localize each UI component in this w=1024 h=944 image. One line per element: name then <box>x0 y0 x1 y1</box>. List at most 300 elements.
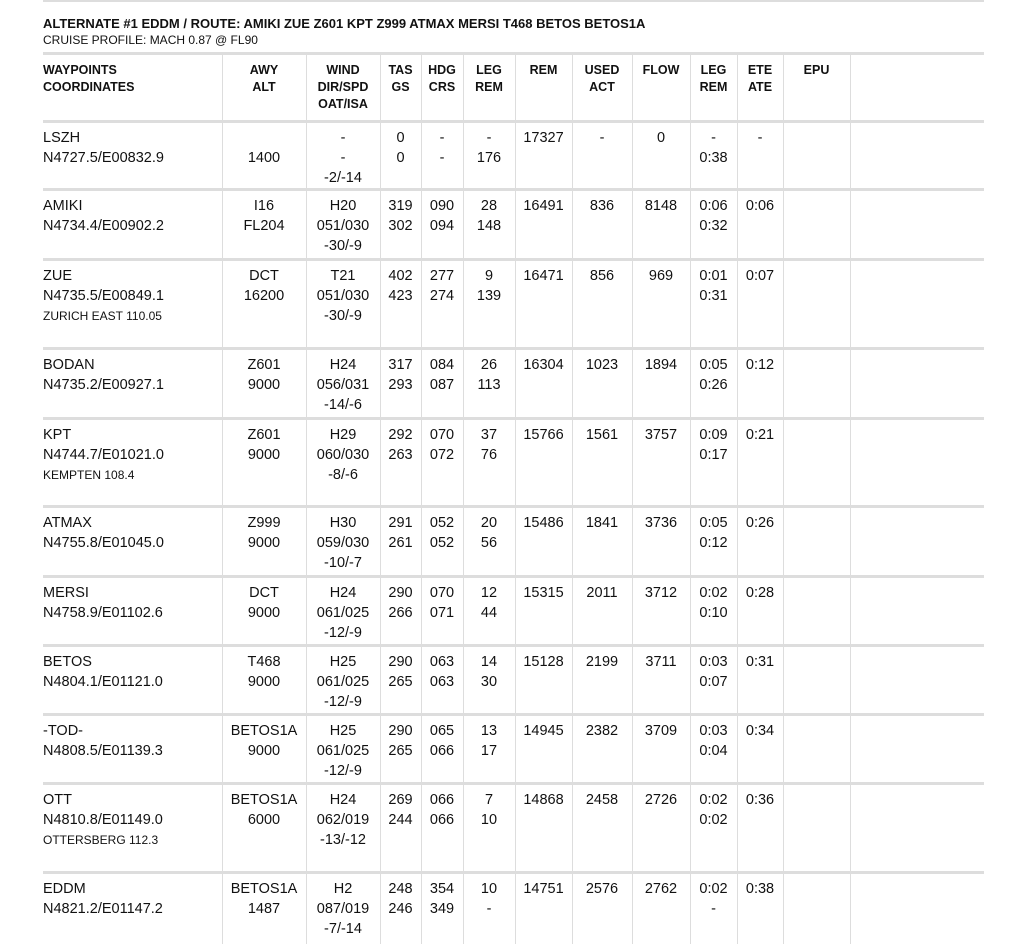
flow-value: 3757 <box>644 427 678 443</box>
leg-value: 76 <box>480 447 498 463</box>
rem-value: 17327 <box>523 130 564 146</box>
cell-tas <box>380 419 421 507</box>
awy-value: BETOS1A <box>230 723 298 739</box>
time-value: 0:01 <box>699 268 728 284</box>
cell-empty <box>783 784 850 873</box>
wind-value: -8/-6 <box>328 467 358 483</box>
hdg-value: 063 <box>429 654 455 670</box>
cell-wp <box>43 349 222 419</box>
cell-wind <box>306 577 380 646</box>
tas-value: 291 <box>388 515 413 531</box>
tas-value: 265 <box>388 674 413 690</box>
cell-ete <box>737 715 783 784</box>
rem-value: 16304 <box>523 357 564 373</box>
leg-value: 139 <box>476 288 502 304</box>
awy-value: 9000 <box>247 674 281 690</box>
time-value: 0:26 <box>699 377 728 393</box>
cell-ete <box>737 349 783 419</box>
tas-value: 269 <box>388 792 413 808</box>
cell-awy <box>222 646 306 715</box>
header-label: ETE <box>747 63 773 77</box>
cell-used <box>572 784 632 873</box>
cell-ete <box>737 784 783 873</box>
wp-value: ATMAX <box>43 515 92 531</box>
cell-hdg <box>421 646 463 715</box>
cell-flow <box>632 122 690 190</box>
cell-flow <box>632 190 690 260</box>
cell-time <box>690 349 737 419</box>
wind-value: T21 <box>330 268 356 284</box>
leg-value: 13 <box>480 723 498 739</box>
cell-empty <box>783 873 850 944</box>
wind-value: H25 <box>329 723 357 739</box>
wp-value: BODAN <box>43 357 95 373</box>
table-row <box>43 507 984 577</box>
tas-value: 319 <box>388 198 413 214</box>
cell-time <box>690 784 737 873</box>
time-value: 0:31 <box>699 288 728 304</box>
cell-used <box>572 873 632 944</box>
header-label: LEG <box>700 63 727 77</box>
cell-hdg <box>421 715 463 784</box>
cell-rem <box>515 577 572 646</box>
cell-hdg <box>421 507 463 577</box>
wind-value: 061/025 <box>316 674 370 690</box>
ete-value: 0:28 <box>745 585 775 601</box>
cell-wp <box>43 122 222 190</box>
column-header <box>306 54 380 122</box>
cell-ete <box>737 577 783 646</box>
tas-value: 290 <box>388 723 413 739</box>
flow-value: 0 <box>656 130 666 146</box>
flow-value: 969 <box>648 268 674 284</box>
cell-used <box>572 190 632 260</box>
hdg-value: 072 <box>429 447 455 463</box>
cell-leg <box>463 646 515 715</box>
hdg-value: 277 <box>429 268 455 284</box>
awy-value: 6000 <box>247 812 281 828</box>
header-label: REM <box>475 80 503 94</box>
cell-flow <box>632 646 690 715</box>
cell-empty <box>783 260 850 349</box>
rem-value: 16491 <box>523 198 564 214</box>
cell-hdg <box>421 190 463 260</box>
cell-flow <box>632 577 690 646</box>
wp-value: N4735.2/E00927.1 <box>43 377 164 393</box>
wp-value: BETOS <box>43 654 92 670</box>
ete-value: - <box>757 130 763 146</box>
header-label: FLOW <box>642 63 680 77</box>
cell-empty <box>850 260 984 349</box>
cell-leg <box>463 122 515 190</box>
wind-value: H20 <box>329 198 357 214</box>
wind-value: H24 <box>329 585 357 601</box>
awy-value: Z601 <box>247 357 281 373</box>
column-header <box>632 54 690 122</box>
wp-value: N4810.8/E01149.0 <box>43 812 163 828</box>
cell-used <box>572 419 632 507</box>
ete-value: 0:36 <box>745 792 775 808</box>
cell-wind <box>306 190 380 260</box>
column-header <box>783 54 850 122</box>
hdg-value: 094 <box>429 218 455 234</box>
cell-rem <box>515 507 572 577</box>
flow-value: 8148 <box>644 198 678 214</box>
ete-value: 0:38 <box>745 881 775 897</box>
wp-value: MERSI <box>43 585 89 601</box>
wind-value: -13/-12 <box>320 832 366 848</box>
time-value: 0:02 <box>699 792 728 808</box>
header-label: WAYPOINTS <box>43 63 117 77</box>
cell-flow <box>632 784 690 873</box>
cell-empty <box>850 784 984 873</box>
cell-empty <box>783 190 850 260</box>
awy-value: 1400 <box>247 150 281 166</box>
leg-value: 30 <box>480 674 498 690</box>
leg-value: 113 <box>477 377 501 393</box>
cell-time <box>690 577 737 646</box>
cell-rem <box>515 349 572 419</box>
wp-value: KEMPTEN 108.4 <box>43 468 135 482</box>
cell-empty <box>783 349 850 419</box>
cell-wind <box>306 419 380 507</box>
leg-value: 20 <box>480 515 498 531</box>
cell-wp <box>43 784 222 873</box>
cell-used <box>572 349 632 419</box>
cell-wp <box>43 873 222 944</box>
tas-value: 248 <box>388 881 413 897</box>
cell-empty <box>783 715 850 784</box>
cell-used <box>572 646 632 715</box>
cell-time <box>690 190 737 260</box>
wind-value: H2 <box>333 881 353 897</box>
rem-value: 14751 <box>523 881 564 897</box>
cell-wind <box>306 715 380 784</box>
cell-empty <box>850 122 984 190</box>
awy-value: FL204 <box>243 218 285 234</box>
cell-awy <box>222 507 306 577</box>
cell-used <box>572 577 632 646</box>
cell-tas <box>380 122 421 190</box>
tas-value: 0 <box>396 150 405 166</box>
awy-value: 9000 <box>247 743 281 759</box>
hdg-value: 070 <box>429 427 455 443</box>
wp-value: LSZH <box>43 130 81 146</box>
ete-value: 0:06 <box>745 198 775 214</box>
time-value: 0:17 <box>699 447 728 463</box>
hdg-value: 066 <box>429 812 455 828</box>
awy-value: 1487 <box>247 901 281 917</box>
column-header <box>690 54 737 122</box>
wind-value: 087/019 <box>316 901 370 917</box>
awy-value: 9000 <box>247 605 281 621</box>
cell-ete <box>737 419 783 507</box>
cell-awy <box>222 260 306 349</box>
header-label: HDG <box>428 63 456 77</box>
hdg-value: 063 <box>429 674 455 690</box>
time-value: - <box>711 901 716 917</box>
table-row <box>43 646 984 715</box>
cell-hdg <box>421 349 463 419</box>
cell-awy <box>222 190 306 260</box>
awy-value: 9000 <box>247 447 281 463</box>
cell-rem <box>515 873 572 944</box>
time-value: 0:02 <box>699 812 728 828</box>
awy-value: 16200 <box>243 288 285 304</box>
rem-value: 14868 <box>523 792 564 808</box>
flow-value: 3711 <box>645 654 677 670</box>
time-value: 0:10 <box>699 605 728 621</box>
cell-rem <box>515 715 572 784</box>
cell-tas <box>380 507 421 577</box>
time-value: 0:03 <box>699 723 728 739</box>
ete-value: 0:07 <box>745 268 775 284</box>
leg-value: 7 <box>484 792 494 808</box>
rem-value: 15315 <box>523 585 564 601</box>
wp-value: OTTERSBERG 112.3 <box>43 833 159 847</box>
flow-value: 1894 <box>644 357 678 373</box>
cell-tas <box>380 349 421 419</box>
leg-value: 37 <box>480 427 498 443</box>
cell-rem <box>515 190 572 260</box>
table-row <box>43 873 984 944</box>
wind-value: -10/-7 <box>324 555 362 571</box>
cell-wind <box>306 784 380 873</box>
hdg-value: 090 <box>429 198 455 214</box>
time-value: 0:07 <box>699 674 728 690</box>
wind-value: 051/030 <box>316 288 370 304</box>
cell-tas <box>380 577 421 646</box>
wp-value: ZURICH EAST 110.05 <box>43 309 162 323</box>
cell-empty <box>850 419 984 507</box>
ete-value: 0:34 <box>745 723 775 739</box>
tas-value: 290 <box>388 585 413 601</box>
column-header <box>572 54 632 122</box>
cell-wind <box>306 507 380 577</box>
leg-value: - <box>486 130 492 146</box>
cell-time <box>690 873 737 944</box>
cell-leg <box>463 715 515 784</box>
wp-value: N4734.4/E00902.2 <box>43 218 164 234</box>
cruise-profile: CRUISE PROFILE: MACH 0.87 @ FL90 <box>43 33 258 47</box>
header-label: DIR/SPD <box>317 80 369 94</box>
time-value: 0:32 <box>699 218 728 234</box>
cell-ete <box>737 260 783 349</box>
cell-time <box>690 507 737 577</box>
tas-value: 423 <box>388 288 413 304</box>
cell-awy <box>222 577 306 646</box>
wind-value: -30/-9 <box>324 308 362 324</box>
flow-value: 3736 <box>644 515 678 531</box>
header-row <box>43 54 984 122</box>
time-value: - <box>711 130 716 146</box>
used-value: 2382 <box>585 723 619 739</box>
used-value: - <box>599 130 605 146</box>
cell-wind <box>306 349 380 419</box>
cell-leg <box>463 190 515 260</box>
cell-empty <box>850 715 984 784</box>
cell-hdg <box>421 260 463 349</box>
time-value: 0:04 <box>699 743 728 759</box>
cell-leg <box>463 260 515 349</box>
column-header <box>850 54 984 122</box>
hdg-value: 066 <box>429 792 455 808</box>
tas-value: 317 <box>388 357 413 373</box>
wp-value: AMIKI <box>43 198 83 214</box>
navlog-table <box>43 52 984 944</box>
used-value: 2011 <box>586 585 618 601</box>
header-label: EPU <box>803 63 830 77</box>
cell-flow <box>632 260 690 349</box>
leg-value: 9 <box>484 268 494 284</box>
awy-value: 9000 <box>247 377 281 393</box>
used-value: 1023 <box>585 357 619 373</box>
cell-ete <box>737 873 783 944</box>
cell-hdg <box>421 122 463 190</box>
wp-value: N4735.5/E00849.1 <box>43 288 164 304</box>
used-value: 2458 <box>585 792 619 808</box>
wind-value: -12/-9 <box>324 763 362 779</box>
awy-value: BETOS1A <box>230 792 298 808</box>
cell-used <box>572 122 632 190</box>
leg-value: 17 <box>480 743 498 759</box>
cell-leg <box>463 419 515 507</box>
awy-value: T468 <box>247 654 281 670</box>
awy-value: DCT <box>249 268 279 284</box>
flow-value: 3712 <box>644 585 678 601</box>
time-value: 0:09 <box>699 427 728 443</box>
cell-empty <box>783 577 850 646</box>
cell-rem <box>515 419 572 507</box>
cell-rem <box>515 646 572 715</box>
cell-used <box>572 260 632 349</box>
used-value: 1561 <box>585 427 619 443</box>
table-row <box>43 122 984 190</box>
cell-wp <box>43 507 222 577</box>
cell-wp <box>43 260 222 349</box>
used-value: 856 <box>589 268 615 284</box>
tas-value: 263 <box>388 447 413 463</box>
used-value: 1841 <box>585 515 619 531</box>
cell-empty <box>850 190 984 260</box>
cell-awy <box>222 349 306 419</box>
ete-value: 0:31 <box>745 654 775 670</box>
cell-leg <box>463 577 515 646</box>
cell-ete <box>737 646 783 715</box>
wind-value: H24 <box>329 792 357 808</box>
cell-wind <box>306 122 380 190</box>
hdg-value: 052 <box>429 535 455 551</box>
cell-empty <box>783 419 850 507</box>
report-header <box>43 0 984 47</box>
cell-awy <box>222 419 306 507</box>
header-label: USED <box>584 63 620 77</box>
wind-value: -30/-9 <box>324 238 362 254</box>
flow-value: 3709 <box>644 723 678 739</box>
wp-value: N4755.8/E01045.0 <box>43 535 164 551</box>
cell-empty <box>850 507 984 577</box>
cell-hdg <box>421 577 463 646</box>
header-label: REM <box>529 63 558 77</box>
wind-value: 051/030 <box>316 218 370 234</box>
awy-value: Z601 <box>247 427 281 443</box>
tas-value: 261 <box>388 535 413 551</box>
header-label: ACT <box>589 80 615 94</box>
wp-value: N4804.1/E01121.0 <box>43 674 163 690</box>
cell-flow <box>632 715 690 784</box>
cell-awy <box>222 873 306 944</box>
cell-leg <box>463 507 515 577</box>
table-row <box>43 715 984 784</box>
header-label: AWY <box>249 63 279 77</box>
cell-wind <box>306 646 380 715</box>
cell-hdg <box>421 873 463 944</box>
time-value: 0:02 <box>699 585 728 601</box>
cell-leg <box>463 784 515 873</box>
table-row <box>43 577 984 646</box>
header-label: REM <box>699 80 728 94</box>
tas-value: 290 <box>388 654 413 670</box>
hdg-value: - <box>439 150 445 166</box>
time-value: 0:12 <box>699 535 728 551</box>
flow-value: 2762 <box>644 881 678 897</box>
wind-value: 061/025 <box>316 743 370 759</box>
cell-leg <box>463 349 515 419</box>
cell-tas <box>380 190 421 260</box>
flow-value: 2726 <box>644 792 678 808</box>
tas-value: 265 <box>388 743 413 759</box>
cell-empty <box>850 873 984 944</box>
tas-value: 402 <box>388 268 413 284</box>
tas-value: 244 <box>388 812 413 828</box>
cell-flow <box>632 349 690 419</box>
tas-value: 293 <box>388 377 413 393</box>
header-label: COORDINATES <box>43 80 135 94</box>
tas-value: 0 <box>396 130 405 146</box>
cell-empty <box>850 577 984 646</box>
wind-value: - <box>340 150 346 166</box>
tas-value: 302 <box>388 218 413 234</box>
cell-empty <box>783 507 850 577</box>
header-label: ALT <box>252 80 276 94</box>
header-label: LEG <box>476 63 502 77</box>
cell-tas <box>380 646 421 715</box>
cell-used <box>572 507 632 577</box>
header-label: WIND <box>326 63 360 77</box>
wind-value: 056/031 <box>316 377 370 393</box>
hdg-value: - <box>439 130 445 146</box>
leg-value: 10 <box>480 881 498 897</box>
cell-ete <box>737 190 783 260</box>
cell-empty <box>783 122 850 190</box>
used-value: 2576 <box>585 881 619 897</box>
time-value: 0:02 <box>699 881 728 897</box>
tas-value: 292 <box>388 427 413 443</box>
cell-wp <box>43 419 222 507</box>
cell-time <box>690 260 737 349</box>
wp-value: OTT <box>43 792 72 808</box>
cell-wp <box>43 646 222 715</box>
wp-value: N4727.5/E00832.9 <box>43 150 164 166</box>
column-header <box>421 54 463 122</box>
hdg-value: 071 <box>429 605 455 621</box>
awy-value: Z999 <box>247 515 281 531</box>
wind-value: H25 <box>329 654 357 670</box>
cell-wp <box>43 577 222 646</box>
cell-empty <box>783 646 850 715</box>
cell-wind <box>306 873 380 944</box>
leg-value: 176 <box>476 150 502 166</box>
